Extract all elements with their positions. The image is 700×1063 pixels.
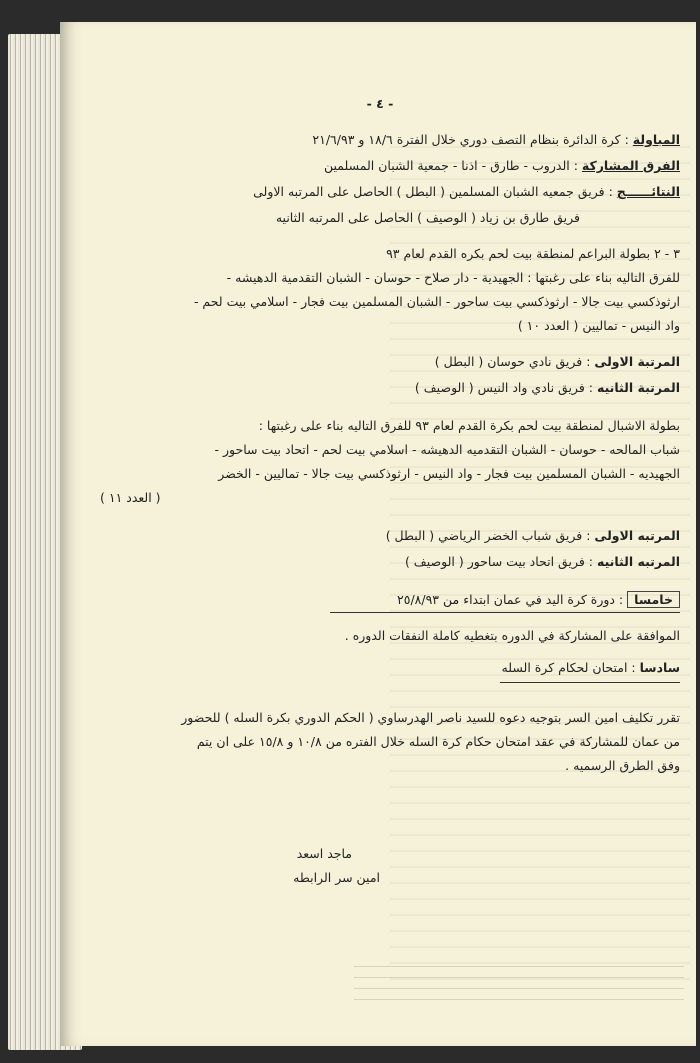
section-4-line-1: بطولة الاشبال لمنطقة بيت لحم بكرة القدم لعام ٩٣ للفرق التاليه بناء على رغبتها : [258,418,680,433]
rank-2b-line [405,552,680,572]
results-label: النتائــــــج [616,184,680,199]
rank-2-label: المرتبة الثانيه [596,380,680,395]
rank-2b-text: : فريق اتحاد بيت ساحور ( الوصيف ) [404,554,593,569]
rank-1-line [435,352,680,372]
sixth-text: : امتحان لحكام كرة السله [501,660,636,675]
fifth-text: : دورة كرة اليد في عمان ابتداء من ٢٥/٨/٩٣ [397,592,624,607]
fifth-body: الموافقة على المشاركة في الدوره بتغطيه كاملة النفقات الدوره . [344,628,680,643]
bleed-through-footer [354,956,684,1016]
rank-2-line [415,378,680,398]
sixth-body-1: تقرر تكليف امين السر بتوجيه دعوه للسيد ناصر الهدرساوي ( الحكم الدوري بكرة السله ) للحضور [181,710,680,725]
results-line [253,182,680,202]
teams-label: الفرق المشاركة [581,158,680,173]
competition-label: المباولة [632,132,680,147]
section-4-line-2: شباب المالحه - حوسان - الشبان التقدميه الدهيشه - اسلامي بيت لحم - اتحاد بيت ساحور - [214,442,680,457]
fifth-line [397,590,680,610]
rank-2b-label: المرتبه الثانيه [596,554,680,569]
fifth-underline [330,612,680,613]
signature-title: امين سر الرابطه [293,870,380,885]
sixth-underline [500,682,680,683]
rank-1b-text: : فريق شباب الخضر الرياضي ( البطل ) [385,528,591,543]
document-page [60,22,696,1046]
sixth-line [502,658,680,678]
teams-line [324,156,680,176]
rank-1-label: المرتبة الاولى [594,354,680,369]
section-4-line-3: الجهيديه - الشبان المسلمين بيت فجار - واد النيس - ارثوذكسي بيت جالا - تماليين - الخضر [218,466,680,481]
section-3-line-1: ٣ - ٢ بطولة البراعم لمنطقة بيت لحم بكره القدم لعام ٩٣ [386,246,680,261]
competition-text: : كرة الدائرة بنظام التصف دوري خلال الفترة ١٨/٦ و ٢١/٦/٩٣ [312,132,629,147]
fifth-label: خامسا [627,591,680,608]
competition-line [312,130,680,150]
results-text-1: : فريق جمعيه الشبان المسلمين ( البطل ) الحاصل على المرتبه الاولى [253,184,613,199]
section-3-line-2: للفرق التاليه بناء على رغبتها : الجهيدية - دار صلاح - حوسان - الشبان التقدمية الدهيشه - [226,270,680,285]
rank-1-text: : فريق نادي حوسان ( البطل ) [434,354,591,369]
sixth-label: سادسا [639,660,680,675]
rank-1b-label: المرتبه الاولى [594,528,680,543]
sixth-body-3: وفق الطرق الرسميه . [565,758,680,773]
section-4-line-4: ( العدد ١١ ) [100,490,161,505]
rank-1b-line [386,526,680,546]
rank-2-text: : فريق نادي واد النيس ( الوصيف ) [414,380,593,395]
section-3-line-3: ارثوذكسي بيت جالا - ارثوذكسي بيت ساحور - الشبان المسلمين بيت فجار - اسلامي بيت لحم - [193,294,680,309]
page-number: - ٤ - [366,96,394,111]
sixth-body-2: من عمان للمشاركة في عقد امتحان حكام كرة السله خلال الفتره من ١٠/٨ و ١٥/٨ على ان يتم [196,734,680,749]
signature-name: ماجد اسعد [296,846,352,861]
section-3-line-4: واد النيس - تماليين ( العدد ١٠ ) [517,318,680,333]
teams-text: : الدروب - طارق - اذنا - جمعية الشبان المسلمين [323,158,578,173]
results-line-2: فريق طارق بن زياد ( الوصيف ) الحاصل على المرتبه الثانيه [275,210,580,225]
